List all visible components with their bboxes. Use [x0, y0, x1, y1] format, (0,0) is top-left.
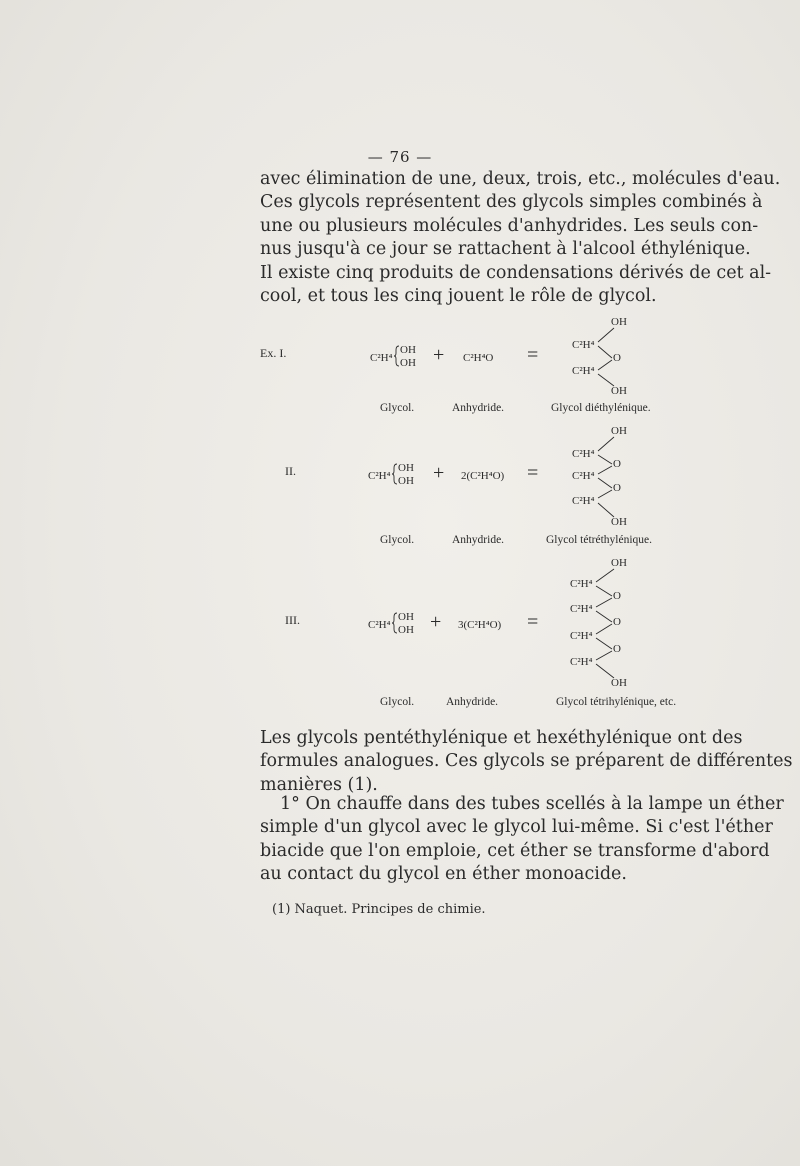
plus-sign: + [433, 344, 445, 366]
intro-paragraph [260, 168, 781, 308]
hydroxyl-bottom: OH [400, 357, 416, 369]
text-line: au contact du glycol en éther monoacide. [260, 864, 627, 885]
label-glycol: Glycol. [380, 534, 415, 546]
text-line: cool, et tous les cinq jouent le rôle de glycol. [260, 286, 657, 307]
product-unit: C²H⁴ [572, 365, 595, 377]
hydroxyl-bottom: OH [398, 475, 414, 487]
text-line: Ces glycols représentent des glycols simples combinés à [260, 192, 763, 213]
text-line: nus jusqu'à ce jour se rattachent à l'alcool éthylénique. [260, 239, 751, 260]
label-product: Glycol tétrihylénique, etc. [556, 696, 677, 708]
product-unit: C²H⁴ [572, 448, 595, 460]
equation-numeral: II. [285, 464, 296, 478]
paragraph-2 [260, 727, 793, 797]
product-unit: C²H⁴ [572, 470, 595, 482]
product-hydroxyl-bottom: OH [611, 677, 627, 689]
equals-sign: = [527, 611, 539, 633]
product-oxygen: O [613, 590, 621, 602]
equation-numeral: III. [285, 613, 300, 627]
label-anhydride: Anhydride. [452, 534, 505, 546]
hydroxyl-top: OH [398, 462, 414, 474]
product-hydroxyl-top: OH [611, 425, 627, 437]
equals-sign: = [527, 462, 539, 484]
anhydride-formula: 2(C²H⁴O) [461, 470, 505, 482]
text-line: une ou plusieurs molécules d'anhydrides. Les seuls con- [260, 215, 759, 236]
footnote: (1) Naquet. Principes de chimie. [272, 902, 486, 917]
hydroxyl-top: OH [398, 611, 414, 623]
product-unit: C²H⁴ [570, 656, 593, 668]
hydroxyl-top: OH [400, 344, 416, 356]
product-hydroxyl-top: OH [611, 557, 627, 569]
label-glycol: Glycol. [380, 696, 415, 708]
equation-numeral: Ex. I. [260, 346, 287, 360]
anhydride-formula: C²H⁴O [463, 352, 494, 364]
plus-sign: + [430, 611, 442, 633]
product-unit: C²H⁴ [570, 630, 593, 642]
product-oxygen: O [613, 458, 621, 470]
label-anhydride: Anhydride. [452, 402, 505, 414]
hydroxyl-bottom: OH [398, 624, 414, 636]
product-unit: C²H⁴ [570, 578, 593, 590]
product-unit: C²H⁴ [570, 603, 593, 615]
product-oxygen: O [613, 616, 621, 628]
label-product: Glycol diéthylénique. [551, 402, 651, 414]
reactant-formula: C²H⁴ [368, 470, 391, 482]
label-anhydride: Anhydride. [446, 696, 499, 708]
reactant-formula: C²H⁴ [368, 619, 391, 631]
product-oxygen: O [613, 643, 621, 655]
product-oxygen: O [613, 482, 621, 494]
text-line: avec élimination de une, deux, trois, etc., molécules d'eau. [260, 169, 781, 189]
text-line: simple d'un glycol avec le glycol lui-même. Si c'est l'éther [260, 817, 773, 838]
text-line: 1° On chauffe dans des tubes scellés à la lampe un éther [280, 794, 784, 814]
text-line: Les glycols pentéthylénique et hexéthylénique ont des [260, 728, 743, 748]
page-number: — 76 — [367, 148, 433, 166]
product-oxygen: O [613, 352, 621, 364]
text-line: formules analogues. Ces glycols se préparent de différentes [260, 751, 793, 772]
label-glycol: Glycol. [380, 402, 415, 414]
text-line: manières (1). [260, 774, 378, 795]
product-hydroxyl-bottom: OH [611, 516, 627, 528]
product-unit: C²H⁴ [572, 339, 595, 351]
label-product: Glycol tétréthylénique. [546, 534, 653, 546]
text-line: biacide que l'on emploie, cet éther se transforme d'abord [260, 840, 770, 861]
product-hydroxyl-bottom: OH [611, 385, 627, 397]
product-hydroxyl-top: OH [611, 316, 627, 328]
reactant-formula: C²H⁴ [370, 352, 393, 364]
paragraph-3 [260, 793, 784, 887]
equals-sign: = [527, 344, 539, 366]
plus-sign: + [433, 462, 445, 484]
text-line: Il existe cinq produits de condensations dérivés de cet al- [260, 262, 772, 283]
product-unit: C²H⁴ [572, 495, 595, 507]
anhydride-formula: 3(C²H⁴O) [458, 619, 502, 631]
